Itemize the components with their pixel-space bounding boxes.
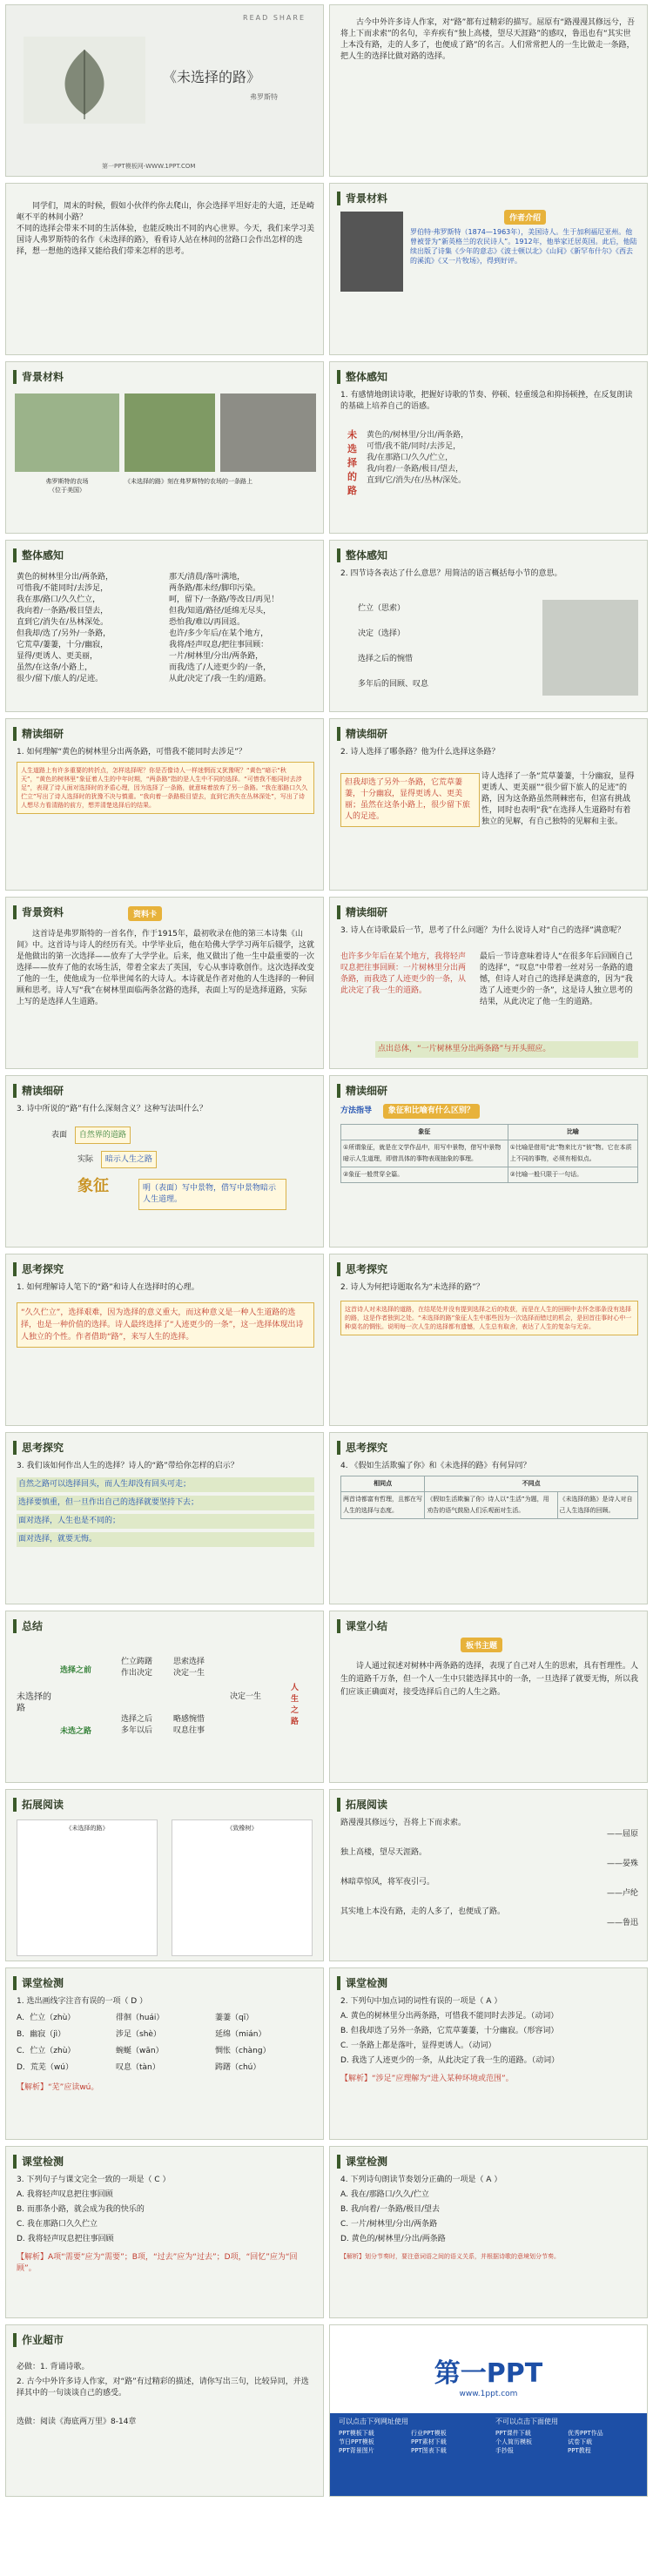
poem-page-title: 《致橡树》 bbox=[226, 1825, 258, 1832]
option-item: B. 而那条小路，就会成为我的快乐的 bbox=[17, 2205, 145, 2214]
link-item[interactable]: 行业PPT模板 bbox=[411, 2430, 447, 2437]
road-photo bbox=[125, 393, 215, 472]
background-material-slide[interactable] bbox=[5, 897, 324, 1069]
method-question: 象征和比喻有什么区别？ bbox=[383, 1104, 480, 1119]
lead-in-slide[interactable] bbox=[5, 183, 324, 355]
answer-explain: 【解析】“涉足”应理解为“进入某种环境或范围”。 bbox=[340, 2075, 514, 2083]
quotes-slide[interactable] bbox=[329, 1789, 648, 1961]
section-header: 课堂检测 bbox=[22, 1977, 64, 1989]
table-cell: ②比喻一般只限于一句话。 bbox=[508, 1167, 637, 1183]
author-name: 弗罗斯特 bbox=[250, 93, 278, 101]
brand-logo: 第一PPT bbox=[434, 2358, 543, 2389]
question-text: 2. 诗人选择了哪条路？他为什么选择这条路？ bbox=[340, 748, 500, 757]
poem-page-1 bbox=[17, 1819, 158, 1956]
author-photo bbox=[340, 212, 403, 292]
option-item: 延绵（mián） bbox=[215, 2030, 266, 2039]
intro-slide[interactable] bbox=[329, 4, 648, 177]
material-text: 这首诗是弗罗斯特的一首名作，作于1915年，最初收录在他的第三本诗集《山间》中。这首诗与诗人的经历有关。中学毕业后，他在哈佛大学学习两年后辍学，这就是他做出的第一次选择——放弃了大学学业。后来，他又做出了他一生中最重要的一次选择——放弃了他的农场生活，带着全家去了英国，专心从事诗歌创作。这次选择改变了他的一生，使他成为一位举世闻名的大诗人。本诗就是作者对他的人生选择的一种回顾和思考。诗人写“我”在树林里面临两条岔路的选择，表面上写的是选择道路，实际上写的是选择人生道路。 bbox=[17, 930, 315, 1006]
insight-item: 面对选择，人生也是不同的； bbox=[17, 1514, 314, 1529]
close-reading-2-slide[interactable] bbox=[329, 718, 648, 891]
option-item: 蜿蜒（wān） bbox=[116, 2047, 164, 2055]
poem-line: 我将/轻声叹息/把往事回顾： bbox=[169, 641, 269, 649]
road-photo bbox=[542, 600, 638, 696]
intro-text: 古今中外许多诗人作家，对“路”都有过精彩的描写。屈原有“路漫漫其修远兮，吾将上下而求索”的名句，辛弃疾有“独上高楼，望尽天涯路”的感叹，鲁迅也有“其实世上本没有路，走的人多了，也便成了路”的名言。人们常常把人的一生比做走一条路，把人生的选择比做对路的选择。 bbox=[340, 18, 635, 61]
table-cell: ①比喻是借用“此”物来比方“彼”物。它在本质上不同的事物，必须有相似点。 bbox=[508, 1140, 637, 1167]
leaf-icon bbox=[24, 37, 145, 124]
poem-line: 两条路/都未经/脚印污染。 bbox=[169, 584, 261, 593]
answer-box: “久久伫立”，选择艰难，因为选择的意义重大，而这种意义是一种人生道路的选择，也是一种价值的选择。诗人最终选择了“人迹更少的一条”，这一选择体现出诗人独立的个性。作者借助“路”，来写人生的选择。 bbox=[17, 1302, 314, 1348]
answer-explain: 【解析】划分节奏时，要注意词语之间的语义关系，并根据诗歌的意境划分节奏。 bbox=[340, 2253, 560, 2260]
branch-before: 选择之前 bbox=[60, 1666, 92, 1675]
summary-item: 作出决定 bbox=[121, 1669, 153, 1678]
link-item[interactable]: PPT模板下载 bbox=[339, 2430, 374, 2437]
table-cell: 《假如生活欺骗了你》诗人以“生活”为题，用劝告的语气鼓励人们乐观面对生活。 bbox=[425, 1492, 557, 1519]
link-item[interactable]: PPT背景图片 bbox=[339, 2447, 374, 2454]
page-title: 《未选择的路》 bbox=[163, 69, 261, 85]
section-header: 背景资料 bbox=[22, 906, 64, 918]
table-header: 比喻 bbox=[508, 1125, 637, 1140]
homework-line: 选做：阅读《海底两万里》8-14章 bbox=[17, 2418, 137, 2426]
farm-photo bbox=[15, 393, 119, 472]
stanza-summary-slide[interactable] bbox=[329, 540, 648, 712]
question-text: 3. 我们该如何作出人生的选择？诗人的“路”带给你怎样的启示？ bbox=[17, 1462, 239, 1470]
poem-line: 那天/清晨/落叶满地， bbox=[169, 573, 246, 582]
question-text: 3. 下列句子与课文完全一致的一项是（ C ） bbox=[17, 2176, 171, 2184]
link-item[interactable]: 手抄报 bbox=[495, 2447, 514, 2454]
table-header: 相同点 bbox=[341, 1476, 425, 1492]
option-item: A. 我在/那路口/久久/伫立 bbox=[340, 2190, 429, 2199]
quote-author: ——卢纶 bbox=[606, 1889, 638, 1898]
cover-slide[interactable] bbox=[5, 4, 324, 177]
close-reading-1-slide[interactable] bbox=[5, 718, 324, 891]
answer-text: 诗人选择了一条“荒草萋萋，十分幽寂，显得更诱人、更美丽”“很少留下旅人的足迹”的路，因为这条路虽然荆棘密布，但富有挑战性，同时也表明“我”在选择人生道路时有着独立的见解，有自己独特的见解和主张。 bbox=[481, 772, 635, 826]
section-header: 背景材料 bbox=[22, 371, 64, 383]
poem-line: 而我/选了/人迹更少的/一条， bbox=[169, 663, 272, 672]
section-header: 整体感知 bbox=[22, 549, 64, 562]
surface-label: 表面 bbox=[51, 1131, 68, 1140]
brand-site: www.1ppt.com bbox=[459, 2390, 518, 2398]
link-item[interactable]: 试卷下载 bbox=[568, 2438, 592, 2445]
quote-text: 独上高楼，望尽天涯路。 bbox=[340, 1848, 427, 1857]
poem-line: 可惜/我不能/同时/去涉足， bbox=[367, 442, 461, 451]
option-item: C. 一条路上都是落叶，显得更诱人。（动词） bbox=[340, 2041, 496, 2050]
leaf-photo bbox=[24, 37, 145, 124]
option-item: A．伫立（zhù） bbox=[17, 2014, 76, 2022]
quote-author: ——晏殊 bbox=[606, 1860, 638, 1868]
summary-decision: 决定一生 bbox=[230, 1692, 262, 1701]
material-badge: 资料卡 bbox=[128, 906, 162, 921]
quiz-1-slide[interactable] bbox=[5, 1967, 324, 2140]
option-item: D. 我选了人迹更少的一条，从此决定了我一生的道路。（动词） bbox=[340, 2056, 560, 2065]
poem-quote-box: 但我却选了另外一条路，它荒草萋萋，十分幽寂，显得更诱人、更美丽；虽然在这条小路上，很少留下旅人的足迹。 bbox=[340, 773, 480, 827]
stanza-item: 选择之后的惋惜 bbox=[358, 655, 414, 663]
symbol-word: 象征 bbox=[77, 1177, 109, 1195]
section-header: 精读细研 bbox=[346, 728, 388, 740]
option-item: 叹息（tàn） bbox=[116, 2063, 160, 2072]
table-cell: 两首诗都富有哲理，且都在写人生的选择与态度。 bbox=[341, 1492, 425, 1519]
link-panel-title: 可以点击下列网址使用 bbox=[339, 2418, 408, 2425]
poem-line: 黄色的/树林里/分出/两条路， bbox=[367, 431, 469, 440]
rhythm-slide[interactable] bbox=[5, 540, 324, 712]
link-panel-title: 不可以点击下面使用 bbox=[495, 2418, 558, 2425]
think-4-slide[interactable] bbox=[329, 1432, 648, 1604]
summary-text: 诗人通过叙述对树林中两条路的选择，表现了自己对人生的思索，具有哲理性。人生的道路千万条，但一个人一生中只能选择其中的一条，一旦选择了就要无悔，所以我们应该正确面对，接受选择后自己的人生之路。 bbox=[340, 1662, 639, 1697]
poem-line: 它荒草/萋萋，十分/幽寂， bbox=[17, 641, 109, 649]
lead-in-text: 同学们，周末的时候，假如小伙伴约你去爬山，你会选择平坦好走的大道，还是崎岖不平的林间小路？ 不同的选择会带来不同的生活体验，也能反映出不同的内心世界。今天，我们来学习美国诗人弗罗斯特的名作《未选择的路》，看看诗人站在林间的岔路口会作出怎样的选择，想一想他的选择又能给我们带来怎样的思考。 bbox=[17, 202, 315, 256]
question-text: 2. 四节诗各表达了什么意思？用简洁的语言概括每小节的意思。 bbox=[340, 569, 562, 578]
table-cell: 《未选择的路》是诗人对自己人生选择的回顾。 bbox=[557, 1492, 637, 1519]
poem-line: 黄色的树林里分出/两条路， bbox=[17, 573, 114, 582]
stanza-item: 伫立（思索） bbox=[358, 604, 406, 613]
answer-box: 这首诗人对未选择的道路，在结尾处并没有提到选择之后的收获，而是在人生的回顾中去怀念那条没有选择的路，这是作者独到之处。“未选择的路”象征人生中那些因为一次选择而错过的机会，是回首往事时心中一种莫名的惆怅。说明每一次人生的选择都有遗憾，人生总有取舍，表达了人生的复杂与无奈。 bbox=[340, 1301, 638, 1335]
section-header: 精读细研 bbox=[346, 1085, 388, 1097]
conclusion-bar: 点出总体，“一片树林里分出两条路”与开头照应。 bbox=[375, 1041, 638, 1058]
poem-line: 但我/知道/路径/延绵无尽头， bbox=[169, 607, 272, 615]
poem-line: 显得/更诱人、更美丽， bbox=[17, 652, 98, 661]
option-item: A. 我将轻声叹息把往事回顾 bbox=[17, 2190, 113, 2199]
method-slide[interactable] bbox=[329, 1075, 648, 1248]
section-header: 精读细研 bbox=[22, 1085, 64, 1097]
question-text: 3. 诗中所说的“路”有什么深刻含义？这种写法叫什么？ bbox=[17, 1105, 207, 1113]
question-text: 1. 如何理解“黄色的树林里分出两条路，可惜我不能同时去涉足”？ bbox=[17, 748, 246, 757]
poem-line: 一片/树林里/分出/两条路， bbox=[169, 652, 264, 661]
section-header: 思考探究 bbox=[22, 1442, 64, 1454]
poem-line: 可惜我/不能同时/去涉足， bbox=[17, 584, 109, 593]
option-item: C．伫立（zhù） bbox=[17, 2047, 76, 2055]
section-header: 精读细研 bbox=[346, 906, 388, 918]
question-text: 3. 诗人在诗歌最后一节，思考了什么问题？为什么说诗人对“自己的选择”满意呢？ bbox=[340, 926, 625, 935]
answer-explain: 【解析】A项“需要”应为“需要”；B项，“过去”应为“过去”；D项，“回忆”应为“回顾”。 bbox=[17, 2253, 298, 2273]
table-cell: ②象征一般贯穿全篇。 bbox=[341, 1167, 508, 1183]
option-item: B. 我/向着/一条路/极目/望去 bbox=[340, 2205, 441, 2214]
section-header: 整体感知 bbox=[346, 549, 388, 562]
quote-text: 其实地上本没有路，走的人多了，也便成了路。 bbox=[340, 1907, 506, 1916]
poem-line: 从此/决定了/我一生的/道路。 bbox=[169, 675, 272, 683]
question-text: 2. 下列句中加点词的词性有误的一项是（ A ） bbox=[340, 1997, 502, 2006]
link-panel bbox=[330, 2413, 647, 2496]
poem-line: 我/在那路口/久久/伫立， bbox=[367, 454, 454, 462]
section-header: 思考探究 bbox=[346, 1263, 388, 1275]
poem-line: 直到/它/消失/在/丛林/深处。 bbox=[367, 476, 467, 485]
comparison-table bbox=[340, 1476, 638, 1519]
answer-text: 最后一节诗意味着诗人“在很多年后回顾自己的选择”，“叹息”中带着一丝对另一条路的遗憾，但诗人对自己的选择是满意的，因为“我选了人迹更少的一条”，这是诗人独立思考的结果，从此决定了他一生的道路。 bbox=[480, 952, 633, 1006]
actual-label: 实际 bbox=[77, 1155, 94, 1164]
reading-slide[interactable] bbox=[329, 361, 648, 534]
option-item: 踌躇（chú） bbox=[215, 2063, 261, 2072]
poem-line: 但我却/选了/另外/一条路， bbox=[17, 629, 111, 638]
photo-caption-1: 弗罗斯特的农场 （位于美国） bbox=[45, 478, 89, 494]
summary-item: 伫立踌躇 bbox=[121, 1658, 153, 1666]
poem-line: 恐怕我/难以/再回返。 bbox=[169, 618, 246, 627]
section-header: 课堂检测 bbox=[346, 1977, 388, 1989]
background-photos-slide[interactable] bbox=[5, 361, 324, 534]
summary-badge: 板书主题 bbox=[461, 1638, 502, 1652]
answer-box: 人生道路上有许多重要的转折点，怎样选择呢？你是否像诗人一样迷惘而又犹豫呢？“黄色”暗示“秋天”，“黄色的树林里”象征着人生的中年时期，“两条路”指的是人生中不同的选择。“可惜我不能同时去涉足”，表现了诗人面对选择时的矛盾心理，因为选择了一条路，就意味着放弃了另一条路。“我在那路口久久伫立”写出了诗人选择时的犹豫不决与慎重。“我向着一条路极目望去，直到它消失在丛林深处”，写出了诗人想尽力看清路的前方，想弄清楚选择后的结果。 bbox=[17, 762, 314, 814]
poem-line: 我/向着/一条路/极目/望去， bbox=[367, 465, 464, 474]
symbol-slide[interactable] bbox=[5, 1075, 324, 1248]
section-header: 背景材料 bbox=[346, 192, 388, 205]
extended-reading-slide[interactable] bbox=[5, 1789, 324, 1961]
insight-item: 选择要慎重，但一旦作出自己的选择就要坚持下去； bbox=[17, 1496, 314, 1510]
stone-photo bbox=[220, 393, 316, 472]
quote-author: ——鲁迅 bbox=[606, 1919, 638, 1927]
option-item: B．幽寂（jì） bbox=[17, 2030, 66, 2039]
summary-item: 多年以后 bbox=[121, 1726, 153, 1735]
table-header: 象征 bbox=[341, 1125, 508, 1140]
author-slide[interactable] bbox=[329, 183, 648, 355]
photo-caption-2: 《未选择的路》刻在弗罗斯特的农场的一条路上 bbox=[125, 478, 252, 485]
method-label: 方法指导 bbox=[340, 1106, 373, 1115]
branch-after: 未选之路 bbox=[60, 1727, 92, 1736]
homework-line: 2. 古今中外许多诗人作家，对“路”有过精彩的描述，请你写出三句，比较异同，并选择其中的一句谈谈自己的感受。 bbox=[17, 2378, 309, 2398]
option-item: 徘徊（huái） bbox=[116, 2014, 165, 2022]
think-1-slide[interactable] bbox=[5, 1254, 324, 1426]
author-badge: 作者介绍 bbox=[504, 210, 546, 225]
quote-author: ——屈原 bbox=[606, 1830, 638, 1839]
question-text: 4. 下列诗句朗读节奏划分正确的一项是（ A ） bbox=[340, 2176, 502, 2184]
homework-line: 必做：1. 背诵诗歌。 bbox=[17, 2363, 90, 2371]
option-item: D. 黄色的/树林里/分出/两条路 bbox=[340, 2235, 446, 2243]
link-item[interactable]: PPT教程 bbox=[568, 2447, 591, 2454]
poem-page-2 bbox=[172, 1819, 313, 1956]
question-text: 1. 有感情地朗读诗歌，把握好诗歌的节奏、停顿、轻重缓急和抑扬顿挫，在反复朗读的基础上培养自己的语感。 bbox=[340, 391, 633, 411]
option-item: 萋萋（qī） bbox=[215, 2014, 254, 2022]
author-text: 罗伯特·弗罗斯特（1874—1963年），美国诗人。生于加利福尼亚州。他曾被誉为“新英格兰的农民诗人”。1912年，他举家迁居英国。此后，他陆续出版了诗集《少年的意志》《波士顿以北》《山间》《新罕布什尔》《西去的溪流》《又一片牧场》，得到好评。 bbox=[410, 228, 637, 265]
class-summary-slide[interactable] bbox=[329, 1611, 648, 1783]
link-item[interactable]: 个人简历模板 bbox=[495, 2438, 532, 2445]
summary-item: 思索选择 bbox=[173, 1658, 205, 1666]
section-header: 思考探究 bbox=[22, 1263, 64, 1275]
option-item: C. 一片/树林里/分出/两条路 bbox=[340, 2220, 438, 2229]
stanza-item: 多年后的回顾、叹息 bbox=[358, 680, 429, 689]
think-2-slide[interactable] bbox=[329, 1254, 648, 1426]
poem-line: 直到它/消失在/丛林深处。 bbox=[17, 618, 109, 627]
link-item[interactable]: 节日PPT模板 bbox=[339, 2438, 374, 2445]
comparison-table bbox=[340, 1124, 638, 1183]
section-header: 课堂检测 bbox=[346, 2156, 388, 2168]
stanza-item: 决定（选择） bbox=[358, 629, 406, 638]
poem-line: 我向着/一条路/极目望去， bbox=[17, 607, 109, 615]
homework-slide[interactable] bbox=[5, 2324, 324, 2497]
section-header: 作业超市 bbox=[22, 2334, 64, 2346]
vertical-title: 未选择的路 bbox=[347, 429, 357, 496]
poem-title: 未选择的路 bbox=[17, 1692, 51, 1713]
section-header: 课堂小结 bbox=[346, 1620, 388, 1632]
poem-line: 呵，留下/一条路/等改日/再见！ bbox=[169, 595, 279, 604]
quiz-4-slide[interactable] bbox=[329, 2146, 648, 2318]
table-header: 不同点 bbox=[425, 1476, 638, 1492]
quiz-3-slide[interactable] bbox=[5, 2146, 324, 2318]
option-item: D. 我将轻声叹息把往事回顾 bbox=[17, 2235, 114, 2243]
poem-line: 我在那/路口/久久伫立， bbox=[17, 595, 101, 604]
summary-item: 决定一生 bbox=[173, 1669, 205, 1678]
poem-line: 虽然/在这条/小路上， bbox=[17, 663, 93, 672]
insight-item: 面对选择，就要无悔。 bbox=[17, 1532, 314, 1547]
site-name: 第一PPT模板网-WWW.1PPT.COM bbox=[102, 163, 196, 170]
question-text: 2. 诗人为何把诗题取名为“未选择的路”？ bbox=[340, 1283, 484, 1292]
question-text: 1. 选出画线字注音有误的一项（ D ） bbox=[17, 1997, 148, 2006]
quote-text: 路漫漫其修远兮，吾将上下而求索。 bbox=[340, 1819, 467, 1827]
summary-item: 叹息往事 bbox=[173, 1726, 205, 1735]
question-text: 4. 《假如生活欺骗了你》和《未选择的路》有何异同？ bbox=[340, 1462, 531, 1470]
poem-line: 很少/留下/旅人的/足迹。 bbox=[17, 675, 104, 683]
quote-text: 林暗草惊风，将军夜引弓。 bbox=[340, 1878, 435, 1887]
read-share: READ SHARE bbox=[243, 14, 306, 22]
option-item: B. 但我却选了另外一条路，它荒草萋萋，十分幽寂。（形容词） bbox=[340, 2027, 559, 2035]
option-item: D．荒芜（wú） bbox=[17, 2063, 73, 2072]
section-header: 课堂检测 bbox=[22, 2156, 64, 2168]
think-3-slide[interactable] bbox=[5, 1432, 324, 1604]
poem-page-title: 《未选择的路》 bbox=[65, 1825, 109, 1832]
poem-line: 也许/多少年后/在某个地方， bbox=[169, 629, 269, 638]
section-header: 拓展阅读 bbox=[22, 1799, 64, 1811]
option-item: 涉足（shè） bbox=[116, 2030, 161, 2039]
summary-slide[interactable] bbox=[5, 1611, 324, 1783]
section-header: 拓展阅读 bbox=[346, 1799, 388, 1811]
option-item: 惆怅（chàng） bbox=[215, 2047, 271, 2055]
summary-item: 选择之后 bbox=[121, 1715, 153, 1724]
section-header: 精读细研 bbox=[22, 728, 64, 740]
symbol-explain: 明（表面）写中景物，借写中景物暗示人生道理。 bbox=[138, 1179, 286, 1210]
link-item[interactable]: PPT课件下载 bbox=[495, 2430, 531, 2437]
option-item: A. 黄色的树林里分出两条路，可惜我不能同时去涉足。（动词） bbox=[340, 2012, 559, 2021]
answer-explain: 【解析】“芜”应读wú。 bbox=[17, 2083, 99, 2092]
ad-slide[interactable] bbox=[329, 2324, 648, 2497]
option-item: C. 我在那路口久久伫立 bbox=[17, 2220, 98, 2229]
section-header: 整体感知 bbox=[346, 371, 388, 383]
poem-quote: 也许多少年后在某个地方，我将轻声叹息把往事回顾：一片树林里分出两条路，而我选了人迹更少的一条，从此决定了我一生的道路。 bbox=[340, 952, 467, 995]
link-item[interactable]: PPT素材下载 bbox=[411, 2438, 447, 2445]
quiz-2-slide[interactable] bbox=[329, 1967, 648, 2140]
summary-item: 略感惋惜 bbox=[173, 1715, 205, 1724]
table-cell: ①所谓象征，就是在文学作品中，用写中景物，借写中景物暗示人生道理，即借具体的事物表现抽象的事理。 bbox=[341, 1140, 508, 1167]
link-item[interactable]: PPT图表下载 bbox=[411, 2447, 447, 2454]
section-header: 思考探究 bbox=[346, 1442, 388, 1454]
close-reading-3-slide[interactable] bbox=[329, 897, 648, 1069]
actual-value: 暗示人生之路 bbox=[101, 1151, 157, 1168]
insight-item: 自然之路可以选择回头，而人生却没有回头可走； bbox=[17, 1477, 314, 1492]
summary-theme: 人生之路 bbox=[291, 1684, 300, 1726]
link-item[interactable]: 优秀PPT作品 bbox=[568, 2430, 603, 2437]
question-text: 1. 如何理解诗人笔下的“路”和诗人在选择时的心理。 bbox=[17, 1283, 199, 1292]
surface-value: 自然界的道路 bbox=[75, 1127, 131, 1144]
section-header: 总结 bbox=[22, 1620, 44, 1632]
